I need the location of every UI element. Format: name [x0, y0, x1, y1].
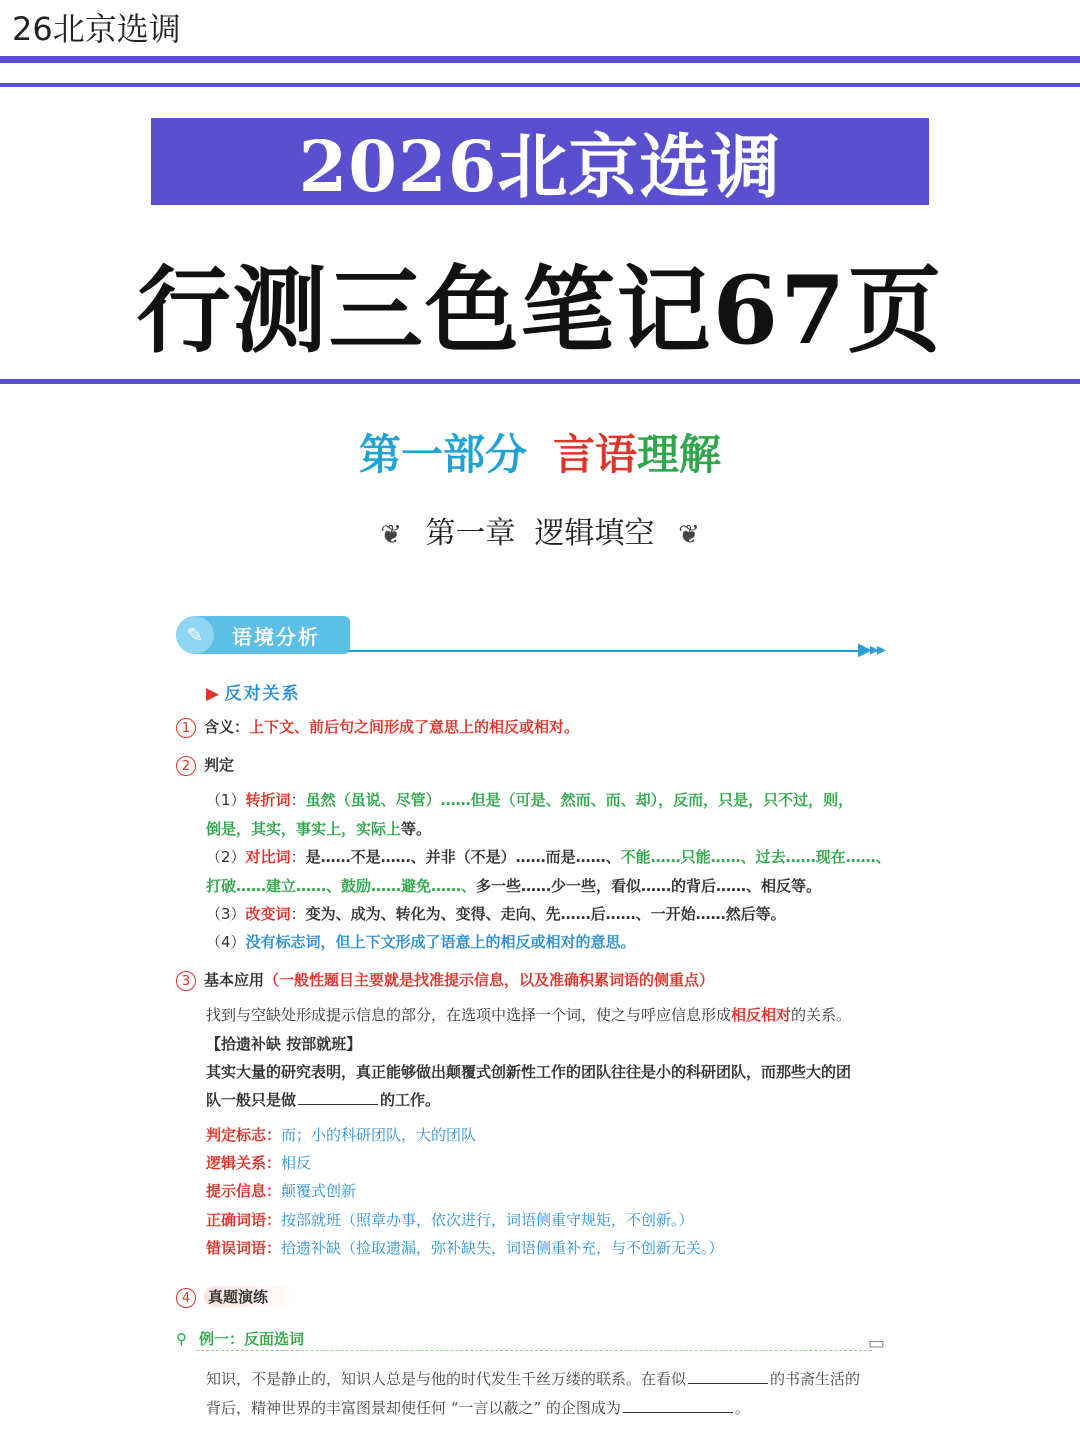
analysis-value: 拾遗补缺（捡取遗漏，弥补缺失，词语侧重补充，与不创新无关。）	[281, 1239, 724, 1257]
rule-prefix: （2）	[206, 848, 246, 866]
analysis-line-1	[206, 1124, 476, 1145]
rule-text: 打破……建立……、鼓励……避免……、	[206, 877, 477, 895]
rule-3	[206, 903, 786, 924]
answer-blank	[688, 1382, 768, 1384]
section-title: 语境分析	[232, 624, 320, 649]
application-text: 的关系。	[791, 1006, 852, 1024]
application-highlight: 相反相对	[731, 1006, 792, 1024]
answer-blank	[623, 1411, 733, 1413]
analysis-key: 判定标志：	[206, 1126, 282, 1144]
question-text: 队一般只是做	[206, 1091, 297, 1109]
question-line-1: 其实大量的研究表明，真正能够做出颠覆式创新性工作的团队往往是小的科研团队，而那些大的团	[206, 1063, 852, 1081]
analysis-value: 颠覆式创新	[281, 1182, 357, 1200]
rule-text: 没有标志词，但上下文形成了语意上的相反或相对的意思。	[245, 933, 636, 951]
example-text: 知识，不是静止的，知识人总是与他的时代发生千丝万缕的联系。在看似	[206, 1370, 687, 1388]
part-name-a: 言语	[552, 430, 637, 479]
section-pill	[176, 616, 350, 654]
example-divider	[196, 1350, 872, 1351]
section-rule	[348, 650, 863, 652]
rule-1-line-2	[206, 818, 431, 839]
analysis-line-4	[206, 1209, 694, 1230]
bulb-icon: ⚲	[176, 1330, 187, 1348]
item-number: 3	[176, 971, 196, 991]
question-text: 的工作。	[380, 1091, 441, 1109]
banner-subtitle: 行测三色笔记67页	[136, 256, 944, 366]
item-label: 基本应用	[204, 971, 265, 989]
item-label: 真题演练	[208, 1288, 269, 1306]
analysis-value: 相反	[281, 1154, 312, 1172]
rule-1-line-1	[206, 789, 853, 810]
item-4	[176, 1286, 296, 1308]
part-prefix: 第一部分	[358, 430, 527, 479]
ornament-right-icon: ❦	[678, 520, 700, 550]
question-line-2	[206, 1089, 440, 1110]
example-text: 。	[734, 1399, 750, 1417]
top-rule-thin	[0, 83, 1080, 87]
title-banner	[151, 118, 929, 208]
item-number: 4	[176, 1288, 196, 1308]
rule-2-line-2	[206, 875, 821, 896]
analysis-value: 而；小的科研团队，大的团队	[281, 1126, 477, 1144]
part-name-b: 理解	[637, 430, 722, 479]
rule-text: 不能……只能……、过去……现在……、	[620, 848, 891, 866]
example-line-1	[206, 1368, 860, 1389]
application-text: 找到与空缺处形成提示信息的部分，在选项中选择一个词，使之与呼应信息形成	[206, 1006, 732, 1024]
rule-prefix: （1）	[206, 791, 246, 809]
ornament-left-icon: ❦	[380, 520, 402, 550]
application-line-1	[206, 1004, 851, 1025]
rule-colon: ：	[290, 905, 306, 923]
example-text: 的书斋生活的	[770, 1370, 861, 1388]
arrow-right-icon: ▶▸▸	[858, 639, 884, 660]
rule-text: 虽然（虽说、尽管）……但是（可是、然而、而、却），反而，只是，只不过，则，	[305, 791, 854, 809]
rule-key: 改变词	[245, 905, 291, 923]
rule-text: 倒是，其实，事实上，实际上	[206, 820, 402, 838]
analysis-line-3	[206, 1180, 356, 1201]
rule-colon: ：	[290, 791, 306, 809]
rule-prefix: （4）	[206, 933, 246, 951]
book-icon: ▭	[868, 1333, 886, 1354]
analysis-line-2	[206, 1152, 311, 1173]
rule-text: 多一些……少一些，看似……的背后……、相反等。	[476, 877, 822, 895]
item-note: （一般性题目主要就是找准提示信息，以及准确积累词语的侧重点）	[264, 971, 715, 989]
part-heading	[0, 422, 1080, 482]
item-1	[176, 716, 579, 738]
example-line-2	[206, 1397, 750, 1418]
item-text: 上下文、前后句之间形成了意思上的相反或相对。	[249, 718, 580, 736]
chapter-label: 第一章 逻辑填空	[425, 516, 655, 551]
top-rule-thick	[0, 56, 1080, 63]
pen-icon: ✎	[176, 616, 214, 654]
item-label: 判定	[204, 756, 235, 774]
rule-4	[206, 931, 636, 952]
chapter-heading	[0, 508, 1080, 552]
analysis-key: 正确词语：	[206, 1211, 282, 1229]
item-number: 2	[176, 756, 196, 776]
analysis-key: 提示信息：	[206, 1182, 282, 1200]
banner-title: 2026北京选调	[298, 125, 782, 208]
item-2	[176, 754, 234, 776]
rule-text: 变为、成为、转化为、变得、走向、先……后……、一开始……然后等。	[305, 905, 786, 923]
analysis-key: 逻辑关系：	[206, 1154, 282, 1172]
triangle-marker-icon: ▶	[206, 684, 220, 704]
mid-rule	[0, 379, 1080, 384]
rule-colon: ：	[290, 848, 306, 866]
analysis-line-5	[206, 1237, 724, 1258]
example-label: 例一：反面选词	[199, 1330, 305, 1348]
answer-blank	[298, 1103, 378, 1105]
subsection-heading	[206, 679, 300, 704]
rule-key: 转折词	[245, 791, 291, 809]
rule-text: 是……不是……、并非（不是）……而是……、	[305, 848, 621, 866]
example-text: 背后，精神世界的丰富图景却使任何 “一言以蔽之” 的企图成为	[206, 1399, 621, 1417]
analysis-key: 错误词语：	[206, 1239, 282, 1257]
application-options: 【拾遗补缺 按部就班】	[206, 1035, 362, 1053]
subsection-title: 反对关系	[224, 684, 301, 704]
item-number: 1	[176, 718, 196, 738]
rule-end: 等。	[401, 820, 432, 838]
rule-key: 对比词	[245, 848, 291, 866]
item-3	[176, 969, 714, 991]
item-label: 含义：	[204, 718, 250, 736]
example-heading	[176, 1328, 304, 1349]
rule-prefix: （3）	[206, 905, 246, 923]
rule-2-line-1	[206, 846, 891, 867]
top-label: 26北京选调	[12, 10, 181, 48]
analysis-value: 按部就班（照章办事，依次进行，词语侧重守规矩，不创新。）	[281, 1211, 694, 1229]
